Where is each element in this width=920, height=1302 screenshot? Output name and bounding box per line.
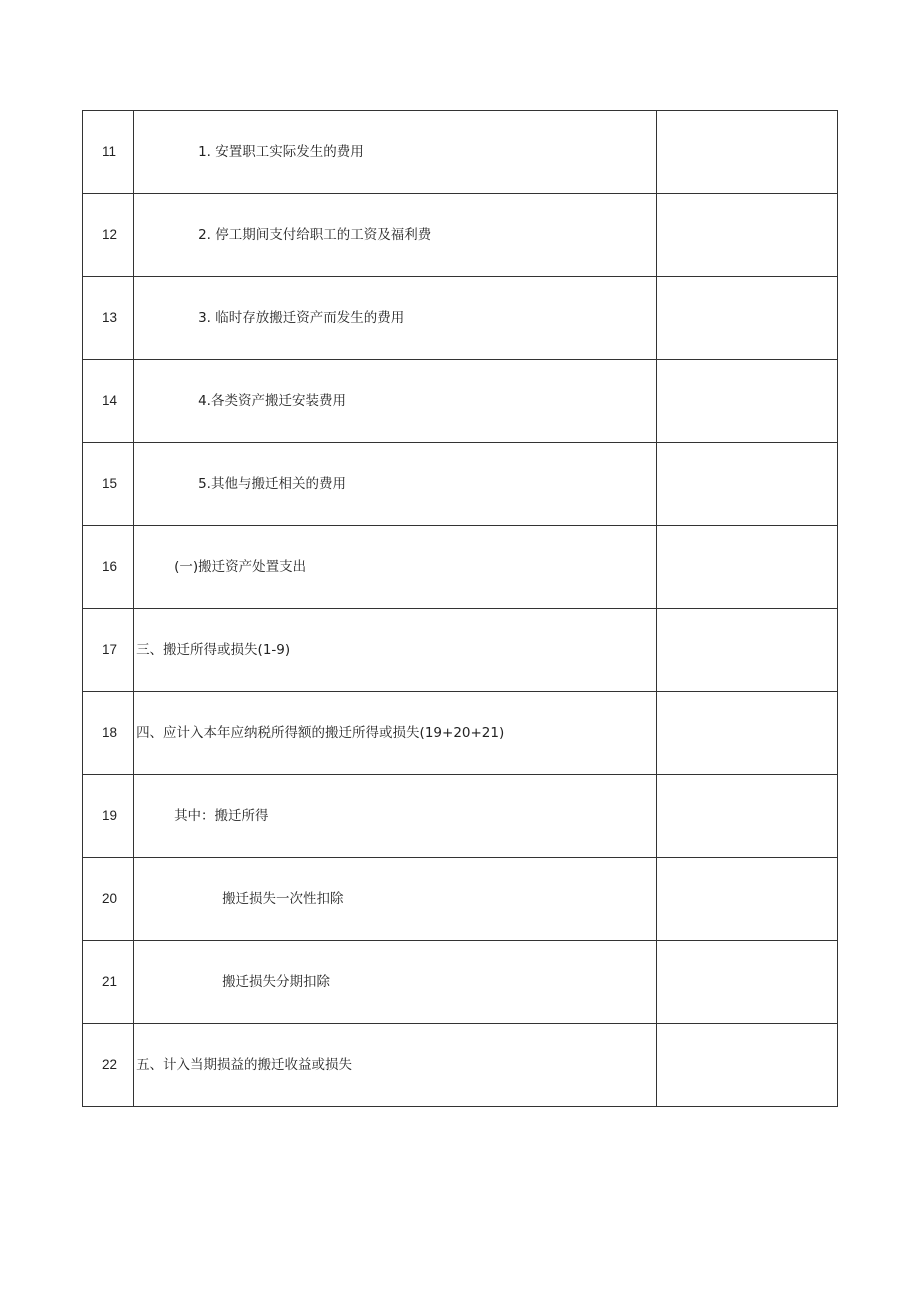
table-row [83, 858, 838, 941]
row-number: 11 [83, 111, 134, 194]
row-amount-cell[interactable] [656, 360, 837, 443]
row-amount-cell[interactable] [656, 443, 837, 526]
row-number: 19 [83, 775, 134, 858]
row-item: 搬迁损失一次性扣除 [134, 858, 657, 941]
row-number: 13 [83, 277, 134, 360]
row-amount-cell[interactable] [656, 775, 837, 858]
row-number: 18 [83, 692, 134, 775]
row-amount-cell[interactable] [656, 111, 837, 194]
row-amount-cell[interactable] [656, 692, 837, 775]
table-row [83, 194, 838, 277]
table-row [83, 775, 838, 858]
row-item: 5.其他与搬迁相关的费用 [134, 443, 657, 526]
row-number: 22 [83, 1024, 134, 1107]
row-item: 4.各类资产搬迁安装费用 [134, 360, 657, 443]
row-amount-cell[interactable] [656, 941, 837, 1024]
row-item: 其中：搬迁所得 [134, 775, 657, 858]
row-number: 15 [83, 443, 134, 526]
row-amount-cell[interactable] [656, 1024, 837, 1107]
row-amount-cell[interactable] [656, 277, 837, 360]
row-item: (一)搬迁资产处置支出 [134, 526, 657, 609]
row-item: 搬迁损失分期扣除 [134, 941, 657, 1024]
row-item: 三、搬迁所得或损失(1-9) [134, 609, 657, 692]
row-item: 2. 停工期间支付给职工的工资及福利费 [134, 194, 657, 277]
row-number: 12 [83, 194, 134, 277]
row-item: 五、计入当期损益的搬迁收益或损失 [134, 1024, 657, 1107]
row-number: 17 [83, 609, 134, 692]
table-row [83, 941, 838, 1024]
row-amount-cell[interactable] [656, 194, 837, 277]
table-row [83, 526, 838, 609]
table-row [83, 111, 838, 194]
table-row [83, 609, 838, 692]
form-table-body [83, 111, 838, 1107]
row-number: 14 [83, 360, 134, 443]
table-row [83, 692, 838, 775]
row-amount-cell[interactable] [656, 526, 837, 609]
row-item: 四、应计入本年应纳税所得额的搬迁所得或损失(19+20+21) [134, 692, 657, 775]
row-number: 21 [83, 941, 134, 1024]
row-amount-cell[interactable] [656, 609, 837, 692]
table-row [83, 443, 838, 526]
row-number: 20 [83, 858, 134, 941]
table-row [83, 1024, 838, 1107]
table-row [83, 360, 838, 443]
table-row [83, 277, 838, 360]
row-amount-cell[interactable] [656, 858, 837, 941]
row-item: 3. 临时存放搬迁资产而发生的费用 [134, 277, 657, 360]
row-item: 1. 安置职工实际发生的费用 [134, 111, 657, 194]
relocation-income-form-table [82, 110, 838, 1107]
row-number: 16 [83, 526, 134, 609]
